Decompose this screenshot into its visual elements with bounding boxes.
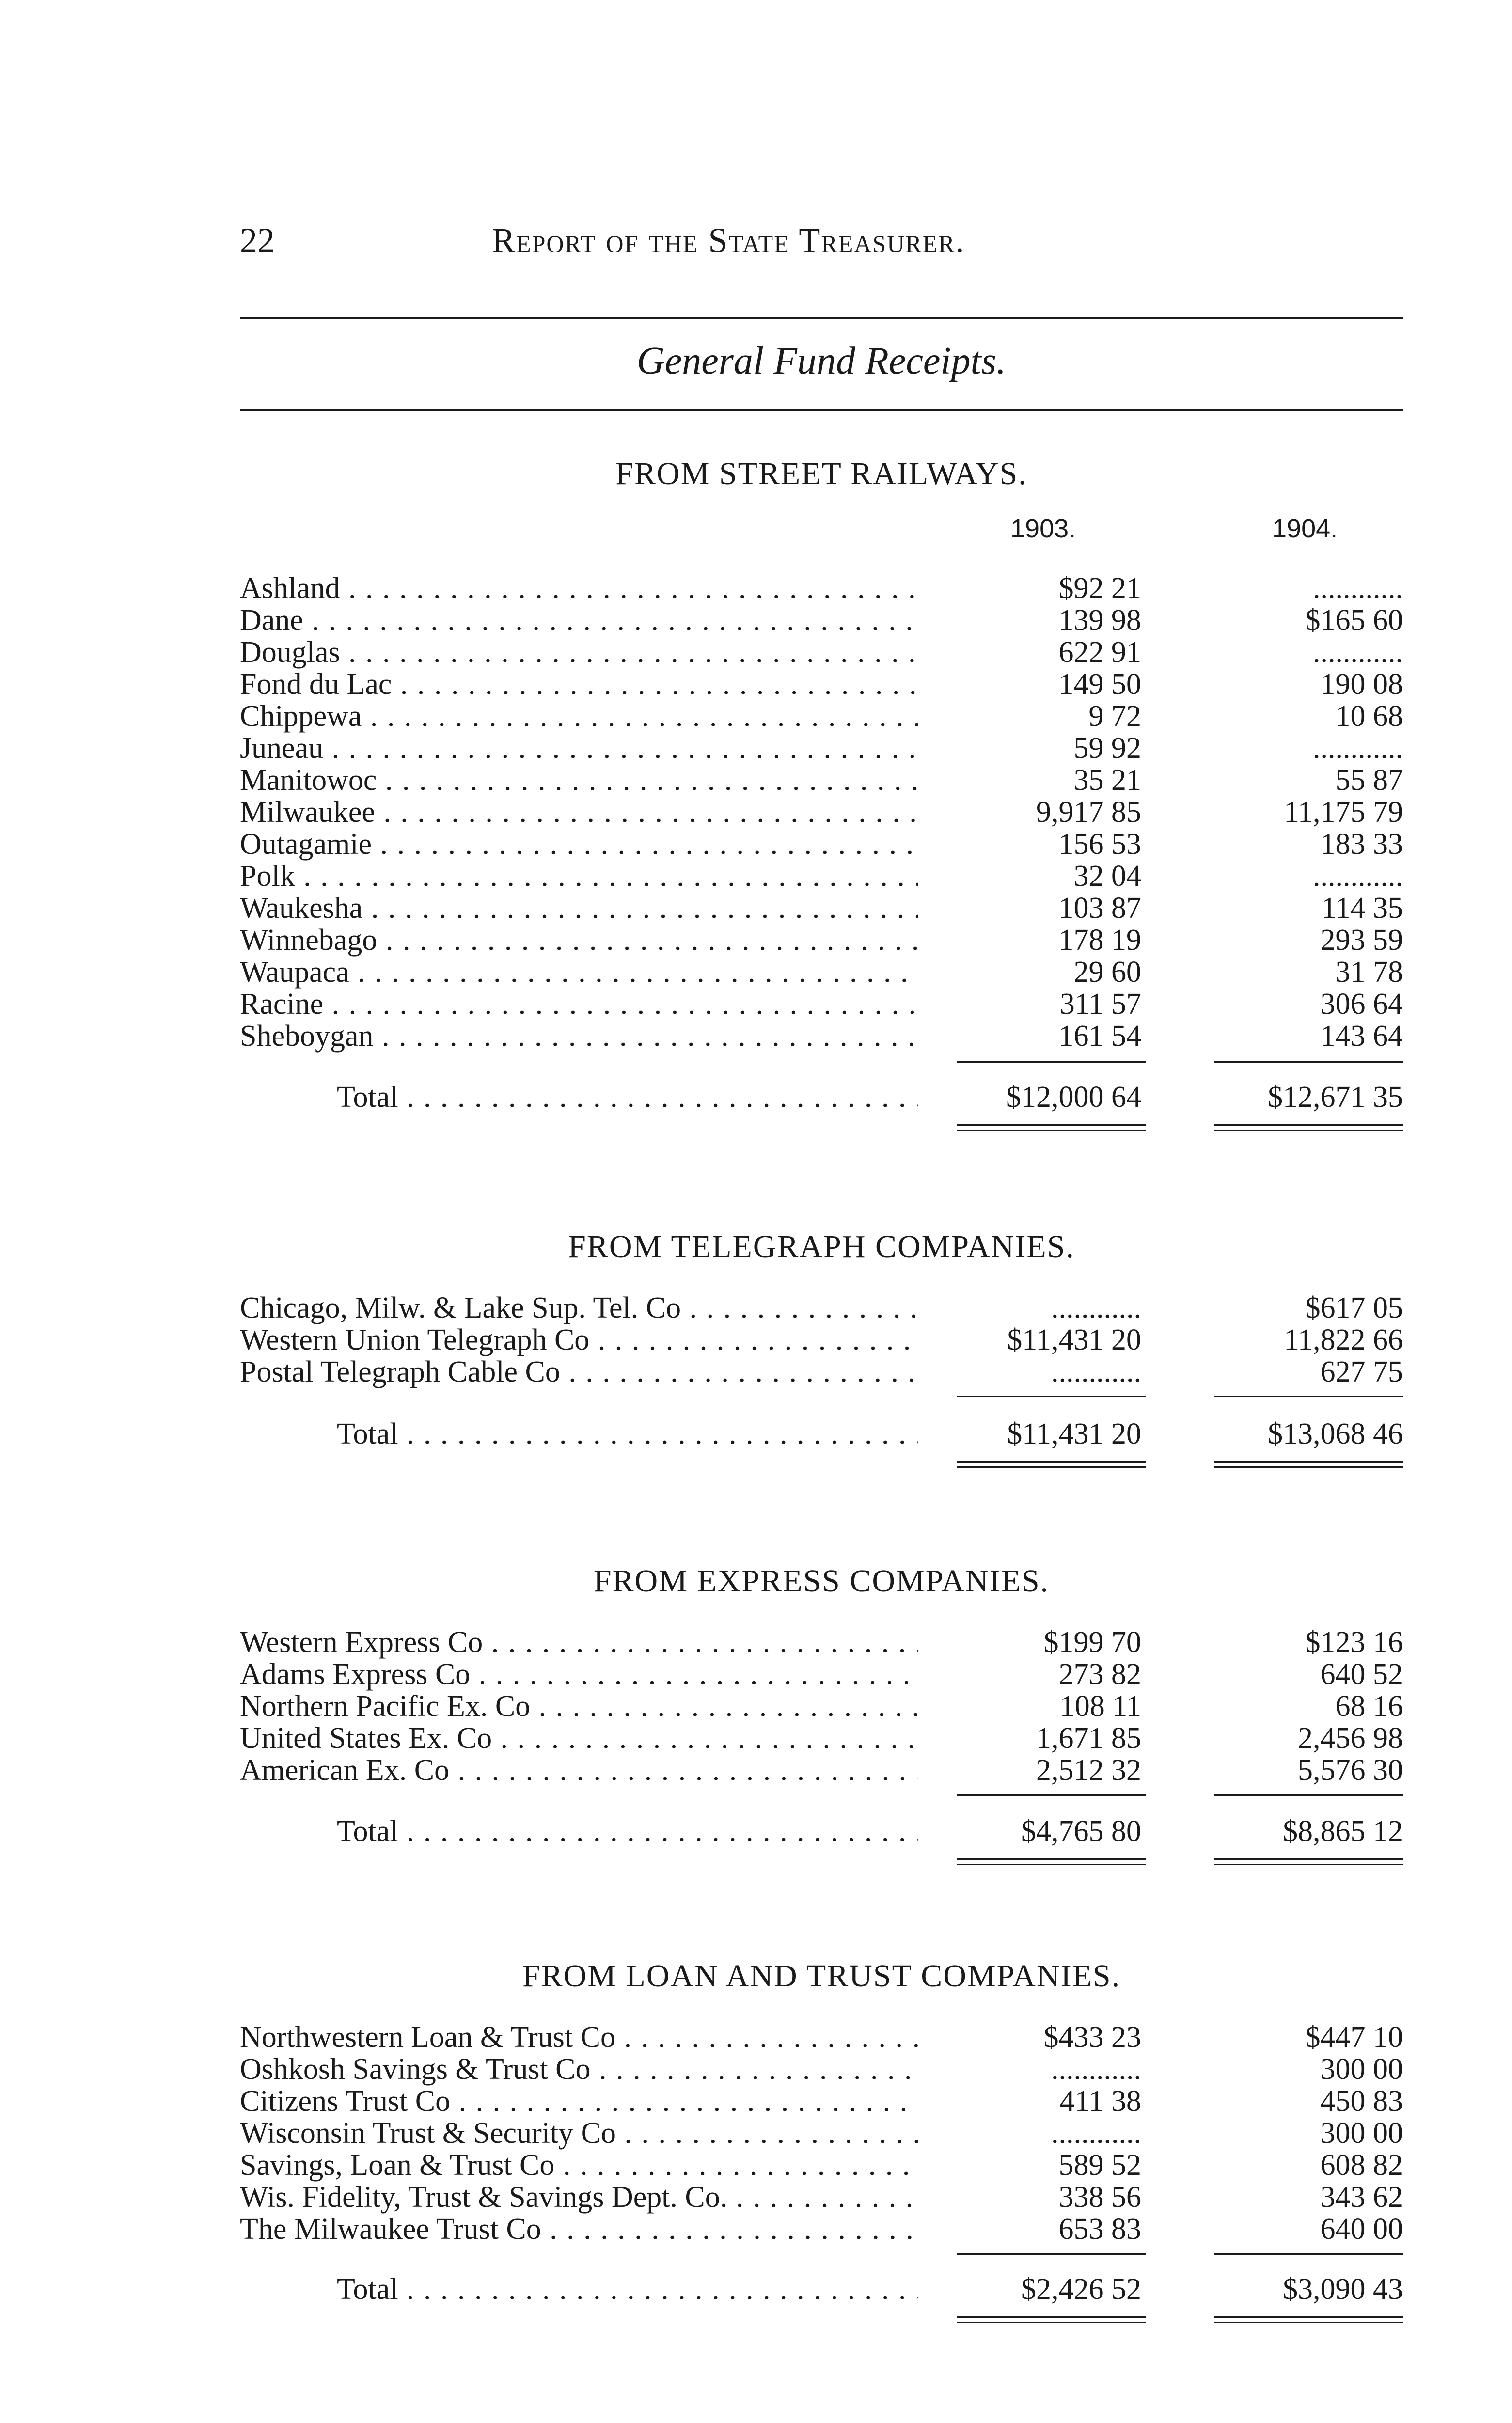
- subtotal-rule: [957, 2253, 1146, 2255]
- total-row: [240, 1815, 1403, 1848]
- total-row: [240, 1417, 1403, 1450]
- row-name: Western Union Telegraph Co . . .: [240, 1323, 918, 1356]
- value-1903: $11,431 20: [1007, 1323, 1141, 1356]
- table-row: [240, 2117, 1403, 2150]
- row-name: Winnebago . . .: [240, 924, 918, 957]
- total-label: Total . . .: [337, 1081, 918, 1114]
- table-row: [240, 860, 1403, 893]
- value-1904: 11,822 66: [1284, 1323, 1403, 1356]
- row-name: Chicago, Milw. & Lake Sup. Tel. Co . . .: [240, 1291, 918, 1324]
- value-1903: 311 57: [1059, 988, 1141, 1021]
- value-1904: 11,175 79: [1284, 796, 1403, 829]
- table-row: [240, 2149, 1403, 2182]
- value-1903: 156 53: [1058, 828, 1141, 861]
- page-number: 22: [240, 221, 275, 260]
- value-1904: 293 59: [1320, 924, 1403, 957]
- value-1903: 59 92: [1073, 732, 1141, 765]
- total-1903: $11,431 20: [1007, 1417, 1141, 1450]
- value-1904: ............: [1313, 636, 1403, 669]
- row-name: Northern Pacific Ex. Co . . .: [240, 1690, 918, 1723]
- row-name: Wis. Fidelity, Trust & Savings Dept. Co. . . .: [240, 2181, 918, 2214]
- value-1903: ............: [1051, 1291, 1141, 1324]
- row-name: Adams Express Co . . .: [240, 1658, 918, 1691]
- value-1904: 640 00: [1320, 2213, 1403, 2246]
- value-1903: $433 23: [1043, 2021, 1141, 2054]
- row-name: Citizens Trust Co . . .: [240, 2085, 918, 2118]
- value-1903: 622 91: [1058, 636, 1141, 669]
- total-1903: $4,765 80: [1021, 1815, 1141, 1848]
- table-row: [240, 1626, 1403, 1659]
- total-double-rule: [1214, 1461, 1403, 1468]
- value-1904: $123 16: [1305, 1626, 1403, 1659]
- row-name: Oshkosh Savings & Trust Co . . .: [240, 2053, 918, 2086]
- row-name: Outagamie . . .: [240, 828, 918, 861]
- value-1903: 338 56: [1058, 2181, 1141, 2214]
- table-row: [240, 1355, 1403, 1388]
- subtotal-rule: [957, 1396, 1146, 1397]
- row-name: Ashland . . .: [240, 572, 918, 605]
- value-1903: 32 04: [1073, 860, 1141, 893]
- value-1904: 190 08: [1320, 668, 1403, 701]
- section-title: FROM STREET RAILWAYS.: [615, 456, 1027, 491]
- running-head: [240, 220, 1403, 274]
- table-row: [240, 700, 1403, 733]
- subtotal-rule: [957, 1794, 1146, 1796]
- value-1904: $617 05: [1305, 1291, 1403, 1324]
- total-row: [240, 2273, 1403, 2306]
- value-1903: 103 87: [1058, 892, 1141, 925]
- row-name: Juneau . . .: [240, 732, 918, 765]
- table-row: [240, 892, 1403, 925]
- row-name: American Ex. Co . . .: [240, 1754, 918, 1787]
- total-1904: $13,068 46: [1268, 1417, 1403, 1450]
- value-1903: 589 52: [1058, 2149, 1141, 2182]
- subtotal-rule: [957, 1061, 1146, 1063]
- value-1903: 161 54: [1058, 1020, 1141, 1053]
- subtotal-rule: [1214, 1061, 1403, 1063]
- value-1904: 68 16: [1335, 1690, 1403, 1723]
- table-row: [240, 2053, 1403, 2086]
- value-1904: 183 33: [1320, 828, 1403, 861]
- total-1904: $12,671 35: [1268, 1081, 1403, 1114]
- table-row: [240, 1291, 1403, 1324]
- total-double-rule: [957, 1124, 1146, 1131]
- fund-title: General Fund Receipts.: [637, 340, 1006, 382]
- row-name: Racine . . .: [240, 988, 918, 1021]
- table-row: [240, 572, 1403, 605]
- value-1904: ............: [1313, 860, 1403, 893]
- value-1903: 653 83: [1058, 2213, 1141, 2246]
- total-double-rule: [1214, 1858, 1403, 1865]
- value-1903: 273 82: [1058, 1658, 1141, 1691]
- value-1903: 2,512 32: [1036, 1754, 1141, 1787]
- value-1904: 143 64: [1320, 1020, 1403, 1053]
- value-1904: 306 64: [1320, 988, 1403, 1021]
- value-1903: 9,917 85: [1036, 796, 1141, 829]
- table-row: [240, 1690, 1403, 1723]
- table-row: [240, 636, 1403, 669]
- section-title: FROM TELEGRAPH COMPANIES.: [568, 1229, 1075, 1264]
- row-name: Sheboygan . . .: [240, 1020, 918, 1053]
- table-row: [240, 924, 1403, 957]
- table-row: [240, 732, 1403, 765]
- value-1904: 114 35: [1321, 892, 1403, 925]
- table-row: [240, 1323, 1403, 1356]
- subtotal-rule: [1214, 2253, 1403, 2255]
- row-name: Waupaca . . .: [240, 956, 918, 989]
- table-row: [240, 1658, 1403, 1691]
- report-title: Report of the State Treasurer.: [492, 221, 965, 260]
- row-name: Postal Telegraph Cable Co . . .: [240, 1355, 918, 1388]
- value-1903: 411 38: [1059, 2085, 1141, 2118]
- row-name: Western Express Co . . .: [240, 1626, 918, 1659]
- value-1903: 149 50: [1058, 668, 1141, 701]
- total-double-rule: [957, 1461, 1146, 1468]
- table-row: [240, 796, 1403, 829]
- row-name: Milwaukee . . .: [240, 796, 918, 829]
- value-1904: ............: [1313, 572, 1403, 605]
- table-row: [240, 2213, 1403, 2246]
- row-name: Manitowoc . . .: [240, 764, 918, 797]
- header-rule-top: [240, 317, 1403, 319]
- value-1904: 5,576 30: [1298, 1754, 1403, 1787]
- total-double-rule: [957, 1858, 1146, 1865]
- row-name: The Milwaukee Trust Co . . .: [240, 2213, 918, 2246]
- table-row: [240, 1020, 1403, 1053]
- value-1903: 35 21: [1073, 764, 1141, 797]
- section-title: FROM LOAN AND TRUST COMPANIES.: [522, 1958, 1121, 1994]
- total-1904: $3,090 43: [1283, 2273, 1403, 2306]
- value-1904: $447 10: [1305, 2021, 1403, 2054]
- value-1904: ............: [1313, 732, 1403, 765]
- value-1904: 10 68: [1335, 700, 1403, 733]
- row-name: Wisconsin Trust & Security Co . . .: [240, 2117, 918, 2150]
- row-name: United States Ex. Co . . .: [240, 1722, 918, 1755]
- header-rule-bottom: [240, 409, 1403, 411]
- table-row: [240, 956, 1403, 989]
- value-1903: ............: [1051, 2053, 1141, 2086]
- value-1904: 55 87: [1335, 764, 1403, 797]
- total-label: Total . . .: [337, 1815, 918, 1848]
- year-heading-1904: 1904.: [1272, 514, 1338, 543]
- row-name: Waukesha . . .: [240, 892, 918, 925]
- value-1904: 300 00: [1320, 2117, 1403, 2150]
- table-row: [240, 1722, 1403, 1755]
- value-1903: $92 21: [1058, 572, 1141, 605]
- table-row: [240, 828, 1403, 861]
- value-1904: 2,456 98: [1298, 1722, 1403, 1755]
- row-name: Fond du Lac . . .: [240, 668, 918, 701]
- value-1904: $165 60: [1305, 604, 1403, 637]
- row-name: Polk . . .: [240, 860, 918, 893]
- table-row: [240, 988, 1403, 1021]
- table-row: [240, 604, 1403, 637]
- value-1903: 139 98: [1058, 604, 1141, 637]
- value-1904: 300 00: [1320, 2053, 1403, 2086]
- total-1904: $8,865 12: [1283, 1815, 1403, 1848]
- table-row: [240, 764, 1403, 797]
- total-row: [240, 1081, 1403, 1114]
- total-label: Total . . .: [337, 1417, 918, 1450]
- table-row: [240, 668, 1403, 701]
- section-title: FROM EXPRESS COMPANIES.: [593, 1563, 1050, 1599]
- total-double-rule: [1214, 2316, 1403, 2323]
- row-name: Northwestern Loan & Trust Co . . .: [240, 2021, 918, 2054]
- subtotal-rule: [1214, 1794, 1403, 1796]
- value-1904: 31 78: [1335, 956, 1403, 989]
- value-1904: 450 83: [1320, 2085, 1403, 2118]
- value-1904: 640 52: [1320, 1658, 1403, 1691]
- row-name: Dane . . .: [240, 604, 918, 637]
- table-row: [240, 2181, 1403, 2214]
- row-name: Chippewa . . .: [240, 700, 918, 733]
- value-1904: 343 62: [1320, 2181, 1403, 2214]
- year-heading-1903: 1903.: [1010, 514, 1076, 543]
- value-1903: ............: [1051, 1355, 1141, 1388]
- value-1904: 608 82: [1320, 2149, 1403, 2182]
- value-1903: 178 19: [1058, 924, 1141, 957]
- subtotal-rule: [1214, 1396, 1403, 1397]
- total-double-rule: [1214, 1124, 1403, 1131]
- total-1903: $12,000 64: [1006, 1081, 1141, 1114]
- row-name: Savings, Loan & Trust Co . . .: [240, 2149, 918, 2182]
- table-row: [240, 1754, 1403, 1787]
- value-1903: 108 11: [1059, 1690, 1141, 1723]
- value-1903: 29 60: [1073, 956, 1141, 989]
- value-1903: $199 70: [1043, 1626, 1141, 1659]
- value-1903: 9 72: [1088, 700, 1141, 733]
- total-label: Total . . .: [337, 2273, 918, 2306]
- value-1904: 627 75: [1320, 1355, 1403, 1388]
- table-row: [240, 2085, 1403, 2118]
- row-name: Douglas . . .: [240, 636, 918, 669]
- total-double-rule: [957, 2316, 1146, 2323]
- total-1903: $2,426 52: [1021, 2273, 1141, 2306]
- value-1903: 1,671 85: [1036, 1722, 1141, 1755]
- value-1903: ............: [1051, 2117, 1141, 2150]
- table-row: [240, 2021, 1403, 2054]
